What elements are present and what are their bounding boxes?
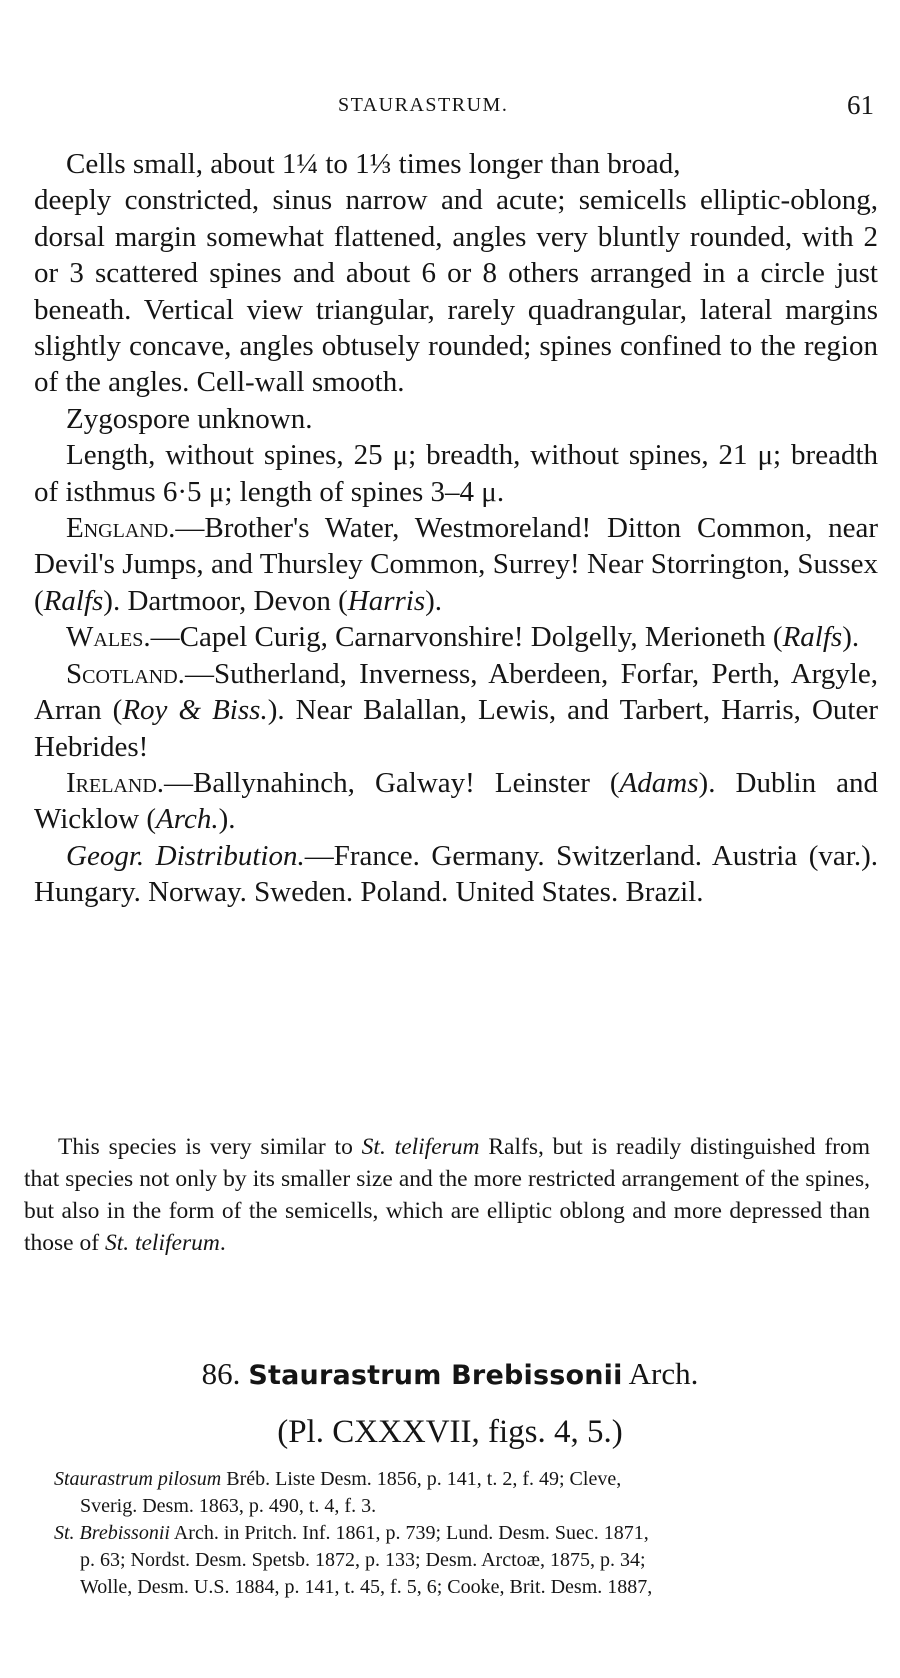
synonym-entry-2-cont: p. 63; Nordst. Desm. Spetsb. 1872, p. 133; Desm. Arctoæ, 1875, p. 34;: [80, 1549, 646, 1571]
remark-note: [24, 1131, 870, 1259]
authority-name: Adams: [619, 766, 699, 799]
species-name: St. teliferum: [361, 1134, 480, 1160]
synonym-entry-1: Staurastrum pilosum Bréb. Liste Desm. 1856, p. 141, t. 2, f. 49; Cleve,: [54, 1468, 622, 1490]
description-first-line: Cells small, about 1¼ to 1⅓ times longer than broad,: [66, 148, 681, 180]
geographic-distribution: Geogr. Distribution.—France. Germany. Switzerland. Austria (var.). Hungary. Norway. Sweden. Poland. United States. Brazil.: [34, 839, 879, 909]
region-ireland: Ireland.: [66, 766, 165, 799]
region-wales: Wales.: [66, 621, 151, 654]
locality-ireland: Ireland.—Ballynahinch, Galway! Leinster (Adams). Dublin and Wicklow (Arch.).: [34, 766, 878, 836]
species-author: Arch.: [628, 1356, 699, 1391]
running-head-title: STAURASTRUM.: [338, 94, 509, 116]
dimensions-paragraph: Length, without spines, 25 μ; breadth, without spines, 21 μ; breadth of isthmus 6·5 μ; length of spines 3–4 μ.: [34, 439, 878, 508]
region-scotland: Scotland.: [66, 657, 185, 690]
authority-name: Arch.: [156, 803, 219, 836]
locality-wales: Wales.—Capel Curig, Carnarvonshire! Dolgelly, Merioneth (Ralfs).: [66, 621, 860, 654]
zygospore-line: Zygospore unknown.: [66, 402, 313, 435]
synonym-entry-1-cont: Sverig. Desm. 1863, p. 490, t. 4, f. 3.: [80, 1495, 377, 1517]
locality-scotland: Scotland.—Sutherland, Inverness, Aberdeen, Forfar, Perth, Argyle, Arran (Roy & Biss.). Near Balallan, Lewis, and Tarbert, Harris, Outer Hebrides!: [34, 657, 878, 763]
remark-paragraph: This species is very similar to St. teliferum Ralfs, but is readily distinguished from that species not only by its smaller size and the more restricted arrangement of the spines, but also in the form of the semicells, which are elliptic oblong and more depressed than those of St. teliferum.: [24, 1134, 871, 1256]
authority-name: Ralfs: [43, 584, 104, 617]
synonym-entry-2-cont2: Wolle, Desm. U.S. 1884, p. 141, t. 45, f. 5, 6; Cooke, Brit. Desm. 1887,: [80, 1576, 653, 1598]
authority-name: Ralfs: [782, 621, 843, 654]
synonym-name: Staurastrum pilosum: [54, 1468, 222, 1490]
species-name-heading: Staurastrum Brebissonii: [248, 1360, 623, 1391]
authority-name: Roy & Biss.: [122, 694, 268, 727]
synonym-entry-2: St. Brebissonii Arch. in Pritch. Inf. 1861, p. 739; Lund. Desm. Suec. 1871,: [54, 1522, 649, 1544]
region-england: England.: [66, 512, 176, 545]
species-name: St. teliferum: [104, 1230, 220, 1256]
synonymy-block: [54, 1466, 864, 1601]
locality-england: England.—Brother's Water, Westmoreland! Ditton Common, near Devil's Jumps, and Thursley Common, Surrey! Near Storrington, Sussex (Ralfs). Dartmoor, Devon (Harris).: [34, 512, 878, 617]
running-head: [0, 90, 900, 124]
authority-name: Harris: [347, 584, 426, 617]
species-heading: [0, 1356, 900, 1392]
distribution-label: Geogr. Distribution.: [66, 839, 305, 872]
page-number: 61: [847, 90, 874, 120]
description-paragraph: deeply constricted, sinus narrow and acute; semicells elliptic-oblong, dorsal margin somewhat flattened, angles very bluntly rounded, with 2 or 3 scattered spines and about 6 or 8 others arranged in a circle just beneath. Vertical view triangular, rarely quadrangular, lateral margins slightly concave, angles obtusely rounded; spines confined to the region of the angles. Cell-wall smooth.: [34, 184, 878, 399]
species-number: 86.: [201, 1356, 241, 1391]
species-description-block: [34, 146, 878, 911]
plate-reference: (Pl. CXXXVII, figs. 4, 5.): [277, 1414, 623, 1450]
synonym-name: St. Brebissonii: [54, 1522, 170, 1544]
